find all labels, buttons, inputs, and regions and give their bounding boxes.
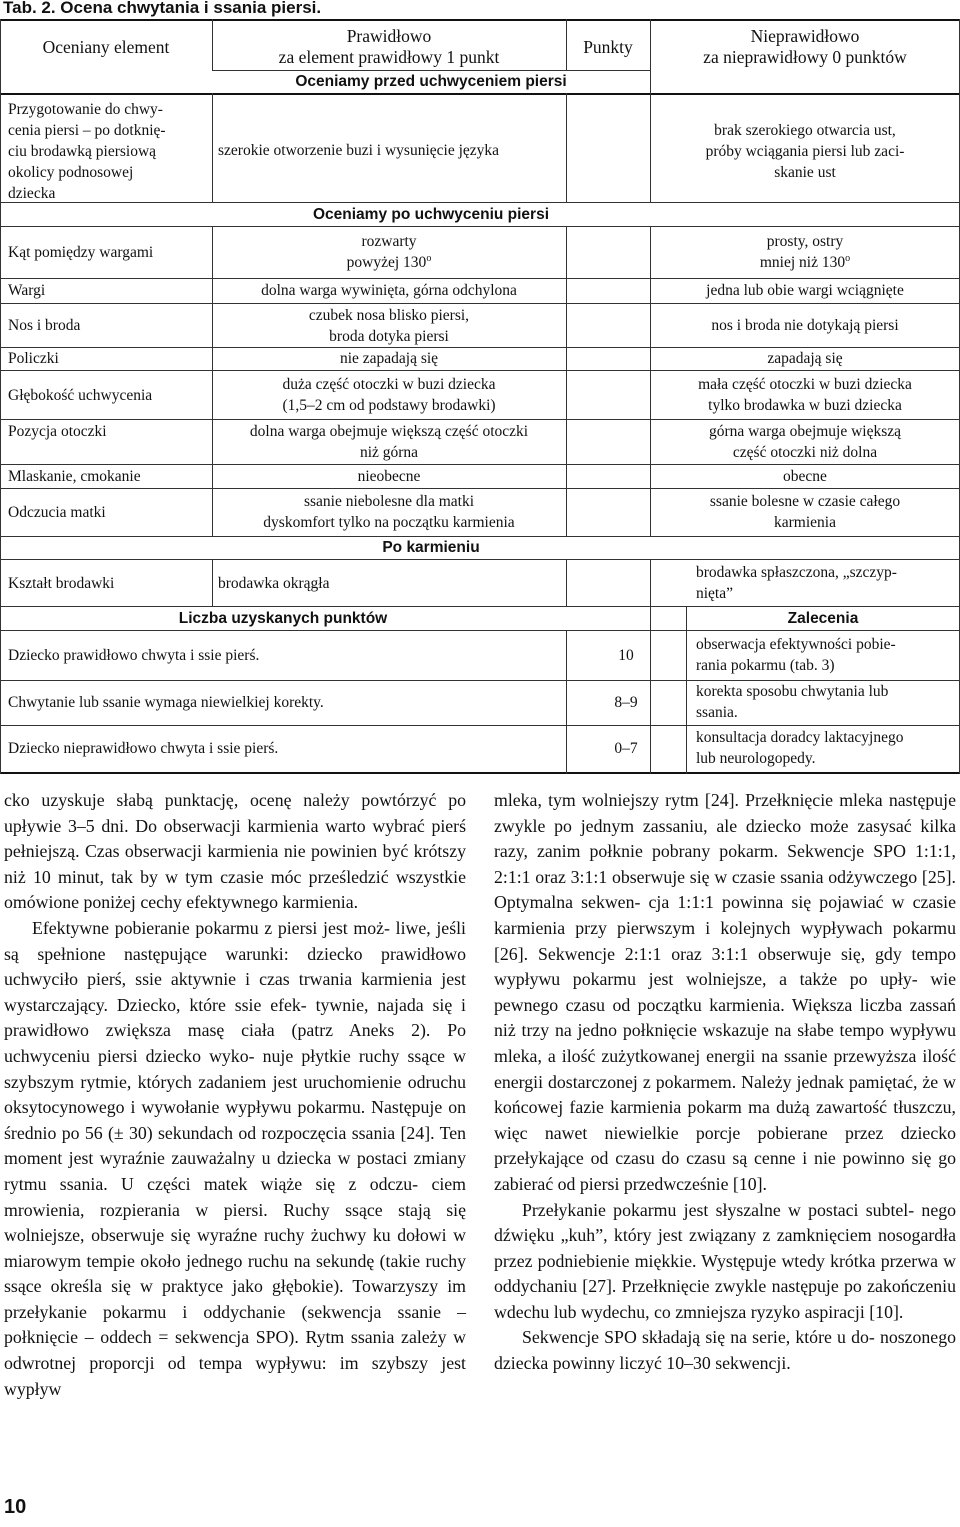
row-nipple-incorrect: [696, 562, 897, 604]
column-rule: [0, 19, 1, 774]
paragraph: [494, 1325, 956, 1376]
text-line: rozwarty: [361, 233, 417, 250]
text-line: korekta sposobu chwytania lub: [696, 683, 889, 700]
row-nose-correct: [212, 305, 566, 347]
text-line: rania pokarmu (tab. 3): [696, 657, 835, 674]
text-line: = sekwencja SPO). Rytm ssania zależy w odwrotnej: [4, 1327, 466, 1374]
text-line: lub neurologopedy.: [696, 750, 816, 767]
text-line: nego dźwięku „kuh”, który jest związany z zamknięciem: [494, 1199, 956, 1246]
text-line: się wolniejsze, obserwuje się wyraźne ruchy żuchwy: [4, 1199, 466, 1246]
score-points: 10: [618, 647, 634, 664]
table-rule: [0, 370, 960, 371]
text-line: co zmniejsza ryzyko aspiracji [10].: [654, 1301, 904, 1322]
table-rule: [0, 725, 960, 726]
text-line: brak szerokiego otwarcia ust,: [714, 122, 896, 139]
table-bottom-rule: [0, 772, 960, 774]
text-line: skanie ust: [774, 164, 836, 181]
row-lips-correct: dolna warga wywinięta, górna odchylona: [261, 282, 517, 299]
text-line: moment jest wyraźnie zauważalny u dziecka w postaci: [4, 1148, 408, 1169]
value-text: mniej niż 130: [759, 254, 846, 271]
row-nose-incorrect: nos i broda nie dotykają piersi: [711, 317, 899, 334]
text-line: zwykle następuje po zakończeniu wdechu lub wydechu,: [494, 1276, 956, 1322]
text-line: fazie karmienia pokarm ma dużą zawartość tłuszczu,: [569, 1097, 956, 1118]
text-line: górna warga obejmuje większą: [708, 423, 902, 440]
text-line: konsultacja doradcy laktacyjnego: [696, 729, 904, 746]
text-line: jako głębokie). Towarzyszy im przełykanie pokarmu: [4, 1276, 466, 1322]
text-line: zasysać kilka razy, zanim połknie pobrany pokarm.: [494, 815, 956, 862]
score-label: Dziecko prawidłowo chwyta i ssie pierś.: [8, 647, 260, 664]
row-lips-element: Wargi: [8, 282, 46, 299]
text-line: Sekwencje SPO składają się na serie, które u do-: [522, 1327, 875, 1348]
text-line: ssanie bolesne w czasie całego: [709, 493, 901, 510]
row-cheeks-element: Policzki: [8, 350, 59, 367]
text-line: zmiany rytmu ssania. U części matek wiąże się z odczu-: [4, 1148, 466, 1194]
text-line: się go zabierać od piersi przedwcześnie [10].: [494, 1148, 956, 1194]
text-line: dyskomfort tylko na początku karmienia: [263, 514, 515, 531]
score-label: Chwytanie lub ssanie wymaga niewielkiej korekty.: [8, 694, 324, 711]
text-line: [212, 252, 566, 273]
text-line: wybrać pierś pełniejszą. Czas obserwacji karmienia: [4, 815, 467, 862]
page-number: 10: [4, 1496, 27, 1518]
section-recommendations: Zalecenia: [787, 610, 859, 627]
text-line: z pokarmem. Należy jednak pamiętać, że w końcowej: [494, 1071, 956, 1118]
section-points-obtained: Liczba uzyskanych punktów: [178, 610, 388, 627]
row-areola-element: Pozycja otoczki: [8, 423, 107, 440]
text-line: proporcji od tempa wypływu: im szybszy jest wypływ: [4, 1353, 466, 1399]
score-label: Dziecko nieprawidłowo chwyta i ssie pierś.: [8, 740, 279, 757]
text-line: następuje zwykle po jednym zassaniu, ale dziecko może: [494, 790, 956, 836]
score-recommendation: [696, 727, 903, 769]
text-line: tylko brodawka w buzi dziecka: [708, 397, 902, 414]
text-line: dziecka: [8, 185, 56, 202]
text-line: brodawka spłaszczona, „szczyp-: [696, 564, 897, 581]
table-rule: [0, 606, 960, 607]
degree-mark: o: [426, 253, 432, 264]
text-line: po 56 (± 30) sekundach od rozpoczęcia ssania [24]. Ten: [61, 1122, 466, 1143]
text-line: noszonego dziecka powinny liczyć 10–30 sekwencji.: [494, 1327, 956, 1374]
text-line: po upływie 3–5 dni. Do obserwacji karmienia warto: [4, 790, 466, 836]
column-rule: [212, 93, 213, 203]
text-line: obserwacja efektywności pobie-: [696, 636, 896, 653]
table-rule: [0, 93, 960, 95]
text-line: cko uzyskuje słabą punktację, ocenę należy powtórzyć: [4, 790, 437, 810]
text-line: cenia piersi – po dotknię-: [8, 122, 166, 139]
text-line: czasie móc prześledzić wszystkie omówione poniżej: [4, 866, 467, 913]
table-rule: [0, 303, 960, 304]
text-line: mała część otoczki w buzi dziecka: [698, 376, 912, 393]
column-rule: [566, 559, 567, 607]
text-line: przełykające od czasu do czasu są cenne i nie powinno: [494, 1148, 905, 1169]
table-rule: [0, 419, 960, 420]
column-rule: [212, 559, 213, 607]
row-prep-element: [8, 99, 166, 204]
row-areola-incorrect: [650, 421, 960, 463]
text-line: Sekwencje 2:1:1 oraz 3:1:1 obserwuje się, gdy tempo: [537, 943, 956, 964]
table-rule: [0, 464, 960, 465]
text-line: nięta”: [696, 585, 734, 602]
value-text: powyżej 130: [346, 254, 427, 271]
text-line: dolna warga obejmuje większą część otoczki: [249, 423, 529, 440]
text-line: duża część otoczki w buzi dziecka: [282, 376, 496, 393]
text-line: ku dołowi w miarowym tempie około jednego ruchu: [4, 1225, 467, 1271]
text-line: i oddychanie (sekwencja ssanie – połknięcie – oddech: [4, 1301, 466, 1348]
row-nose-element: Nos i broda: [8, 317, 81, 334]
table-rule: [0, 559, 960, 560]
text-line: Efektywne pobieranie pokarmu z piersi jest moż-: [32, 917, 390, 938]
row-cheeks-incorrect: zapadają się: [767, 350, 843, 367]
row-prep-correct: szerokie otworzenie buzi i wysunięcie języka: [218, 142, 500, 159]
paragraph: [494, 1198, 956, 1326]
row-prep-incorrect: [650, 120, 960, 183]
text-line: wie pewnego czasu od początku karmienia. Większa: [494, 969, 956, 1015]
text-line: nuje płytkie ruchy ssące w szybszym rytmie, których: [4, 1045, 466, 1092]
row-smack-incorrect: obecne: [783, 468, 827, 485]
text-line: i wywołanie wypływu pokarmu. Następuje on średnio: [4, 1097, 466, 1143]
text-line: ssanie niebolesne dla matki: [303, 493, 475, 510]
section-before-latch: Oceniamy przed uchwyceniem piersi: [295, 73, 567, 90]
text-line: wtedy krótka przerwa w oddychaniu [27]. Przełknięcie: [494, 1250, 956, 1297]
table-rule: [0, 630, 960, 631]
degree-mark: o: [845, 253, 851, 264]
section-after-latch: Oceniamy po uchwyceniu piersi: [312, 206, 550, 223]
text-line: ssania.: [696, 704, 738, 721]
text-line: cja 1:1:1 powinna się pojawiać w czasie karmienia: [494, 892, 957, 938]
text-line: broda dotyka piersi: [329, 328, 449, 345]
row-depth-incorrect: [650, 374, 960, 416]
body-column-left: [4, 788, 466, 1402]
body-column-right: [494, 788, 956, 1377]
text-line: (1,5–2 cm od podstawy brodawki): [282, 397, 496, 414]
row-cheeks-correct: nie zapadają się: [339, 350, 439, 367]
row-smack-element: Mlaskanie, cmokanie: [8, 468, 141, 485]
header-correct-title: Prawidłowo: [346, 26, 432, 46]
text-line: przy pierwszym i kolejnych wypływach pokarmu [26].: [494, 917, 957, 964]
text-line: nosogardła przez podniebienie miękkie. Występuje: [494, 1225, 956, 1271]
header-points: Punkty: [583, 37, 633, 57]
text-line: Sekwencje SPO 1:1:1, 2:1:1 oraz 3:1:1 obserwuje się: [494, 841, 956, 887]
table-top-rule: [0, 19, 960, 21]
score-recommendation: [696, 634, 896, 676]
row-lips-incorrect: jedna lub obie wargi wciągnięte: [706, 282, 904, 299]
row-mother-element: Odczucia matki: [8, 504, 106, 521]
text-line: na sekundę (takie ruchy ssące określa się w praktyce: [4, 1250, 467, 1297]
column-rule: [566, 93, 567, 203]
row-smack-correct: nieobecne: [357, 468, 421, 485]
text-line: część otoczki niż dolna: [732, 444, 878, 461]
text-line: wypływu pokarmu jest wolniejsze, a także po upły-: [494, 969, 918, 990]
row-nipple-correct: brodawka okrągła: [218, 575, 330, 592]
row-mother-correct: [212, 491, 566, 533]
text-line: cechy efektywnego karmienia.: [140, 892, 359, 913]
text-line: Przygotowanie do chwy-: [8, 101, 163, 118]
text-line: (patrz Aneks 2). Po uchwyceniu piersi dziecko wyko-: [4, 1020, 466, 1066]
table-rule: [0, 226, 960, 227]
score-points: 8–9: [614, 694, 638, 711]
row-depth-element: Głębokość uchwycenia: [8, 387, 153, 404]
text-line: liczba zassań niż trzy na jedno połknięcie wskazuje: [494, 994, 956, 1041]
row-areola-correct: [212, 421, 566, 463]
paragraph: [494, 788, 956, 1198]
text-line: nie powinien być krótszy niż 10 minut, tak by w tym: [4, 841, 466, 887]
text-line: zadaniem jest uruchomienie odruchu oksytocynowego: [4, 1071, 466, 1118]
text-line: karmienia: [774, 514, 836, 531]
text-line: próby wciągania piersi lub zaci-: [705, 143, 905, 160]
text-line: czubek nosa blisko piersi,: [308, 307, 470, 324]
text-line: okolicy podnosowej: [8, 164, 134, 181]
table-caption: Tab. 2. Ocena chwytania i ssania piersi.: [3, 0, 322, 17]
assessment-table: [0, 19, 960, 774]
header-incorrect-title: Nieprawidłowo: [750, 26, 860, 46]
header-correct-subtitle: za element prawidłowy 1 punkt: [278, 47, 500, 67]
score-recommendation: [696, 681, 888, 723]
row-mother-incorrect: [650, 491, 960, 533]
table-rule: [0, 488, 960, 489]
text-line: liwe, jeśli są spełnione następujące warunki: dziecko: [4, 917, 466, 964]
text-line: tywnie, najada się i prawidłowo zwiększa masę ciała: [4, 994, 466, 1041]
text-line: karmienia jest wystarczający. Dziecko, które ssie efek-: [4, 969, 466, 1015]
section-post-feeding: Po karmieniu: [382, 539, 480, 556]
text-line: ciu brodawką piersiową: [8, 143, 157, 160]
row-nipple-element: Kształt brodawki: [8, 575, 115, 592]
text-line: ciem mrowienia, rozpierania w piersi. Ruchy ssące stają: [4, 1173, 466, 1220]
text-line: niż górna: [359, 444, 419, 461]
row-angle-incorrect: [650, 231, 960, 273]
header-element: Oceniany element: [42, 37, 170, 57]
text-line: na słabe tempo wypływu mleka, a ilość zużytkowanej: [494, 1020, 956, 1066]
table-rule: [0, 278, 960, 279]
text-line: prosty, ostry: [766, 233, 844, 250]
text-line: więc nawet niewielkie porcje pobierane przez dziecko: [494, 1122, 956, 1143]
score-points: 0–7: [614, 740, 638, 757]
paragraph: [4, 788, 466, 916]
column-rule: [686, 606, 687, 774]
column-rule: [566, 226, 567, 536]
row-angle-element: Kąt pomiędzy wargami: [8, 244, 154, 261]
row-depth-correct: [212, 374, 566, 416]
header-incorrect-subtitle: za nieprawidłowy 0 punktów: [703, 47, 907, 67]
paragraph: [4, 916, 466, 1402]
text-line: mleka, tym wolniejszy rytm [24]. Przełknięcie mleka: [494, 790, 883, 810]
text-line: Przełykanie pokarmu jest słyszalne w postaci subtel-: [522, 1199, 915, 1220]
text-line: w czasie ssania odżywczego [25]. Optymalna sekwen-: [494, 866, 956, 913]
text-line: energii na ssanie przewyższa ilość energii dostarczonej: [494, 1045, 956, 1092]
text-line: [650, 252, 960, 273]
row-angle-correct: [212, 231, 566, 273]
text-line: prawidłowo uchwyciło pierś, ssie aktywnie i czas trwania: [4, 943, 466, 990]
